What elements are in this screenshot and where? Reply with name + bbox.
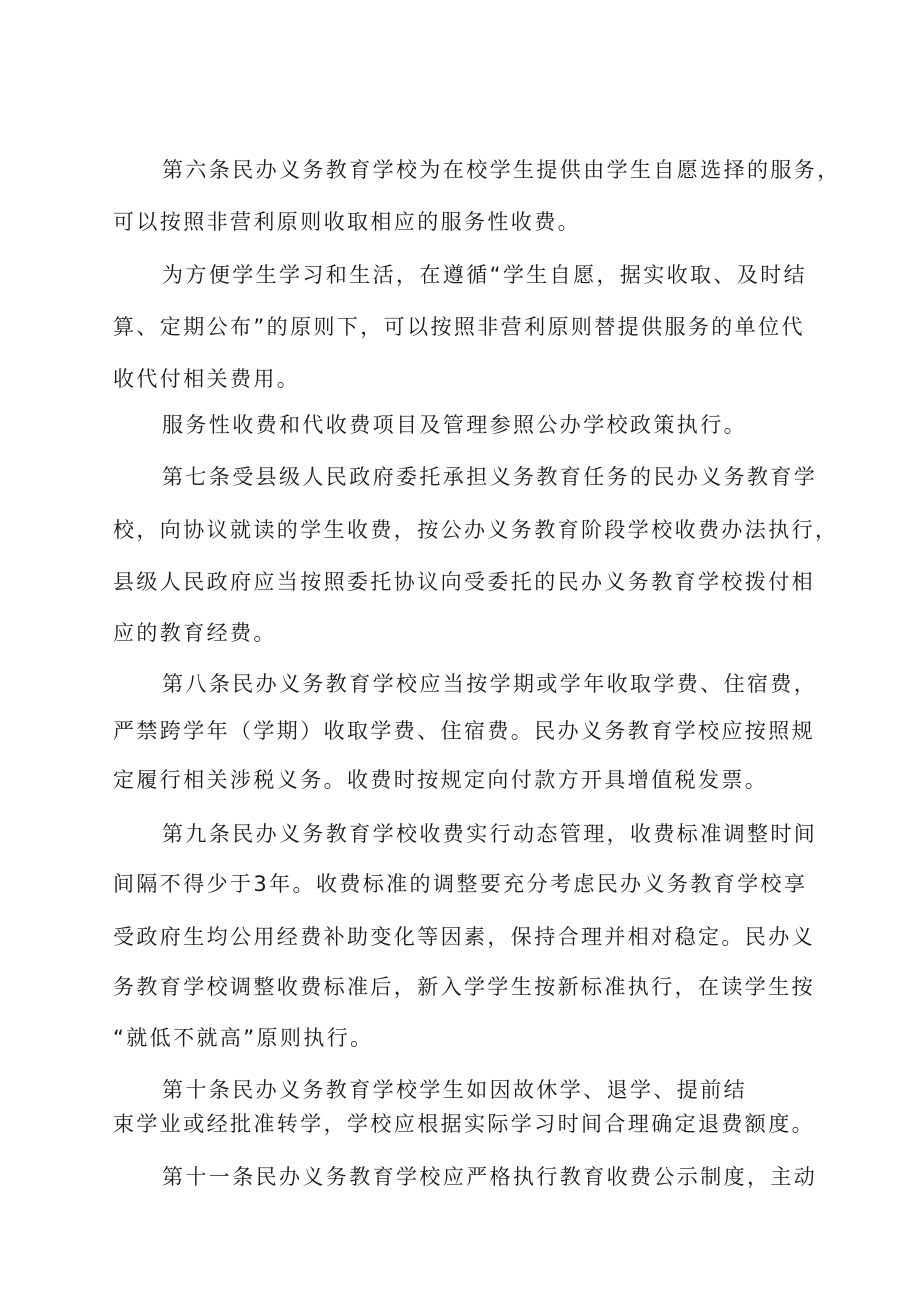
paragraph-line: 第十一条民办义务教育学校应严格执行教育收费公示制度，主动 [162, 1165, 818, 1189]
paragraph-line: 可以按照非营利原则收取相应的服务性收费。 [113, 210, 581, 234]
paragraph-line: 为方便学生学习和生活，在遵循“学生自愿，据实收取、及时结 [162, 263, 808, 287]
paragraph-line: 第十条民办义务教育学校学生如因故休学、退学、提前结 [162, 1078, 747, 1102]
paragraph-line: 县级人民政府应当按照委托协议向受委托的民办义务教育学校拨付相 [113, 570, 815, 594]
paragraph-line: 定履行相关涉税义务。收费时按规定向付款方开具增值税发票。 [113, 768, 769, 792]
paragraph-line: 第八条民办义务教育学校应当按学期或学年收取学费、住宿费， [162, 672, 818, 696]
paragraph-line: 严禁跨学年（学期）收取学费、住宿费。民办义务教育学校应按照规 [113, 719, 815, 743]
paragraph-line: 第六条民办义务教育学校为在校学生提供由学生自愿选择的服务， [162, 158, 841, 182]
paragraph-line: “就低不就高”原则执行。 [113, 1026, 374, 1050]
paragraph-line: 束学业或经批准转学，学校应根据实际学习时间合理确定退费额度。 [113, 1112, 815, 1136]
paragraph-line: 务教育学校调整收费标准后，新入学学生按新标准执行，在读学生按 [113, 975, 815, 999]
paragraph-line: 服务性收费和代收费项目及管理参照公办学校政策执行。 [162, 413, 747, 437]
paragraph-line: 间隔不得少于3年。收费标准的调整要充分考虑民办义务教育学校享 [113, 872, 808, 896]
paragraph-line: 应的教育经费。 [113, 621, 277, 645]
paragraph-line: 收代付相关费用。 [113, 367, 301, 391]
paragraph-line: 受政府生均公用经费补助变化等因素，保持合理并相对稳定。民办义 [113, 925, 815, 949]
paragraph-line: 第九条民办义务教育学校收费实行动态管理，收费标准调整时间 [162, 822, 818, 846]
paragraph-line: 算、定期公布”的原则下，可以按照非营利原则替提供服务的单位代 [113, 315, 805, 339]
paragraph-line: 第七条受县级人民政府委托承担义务教育任务的民办义务教育学 [162, 465, 818, 489]
paragraph-line: 校，向协议就读的学生收费，按公办义务教育阶段学校收费办法执行， [113, 518, 839, 542]
